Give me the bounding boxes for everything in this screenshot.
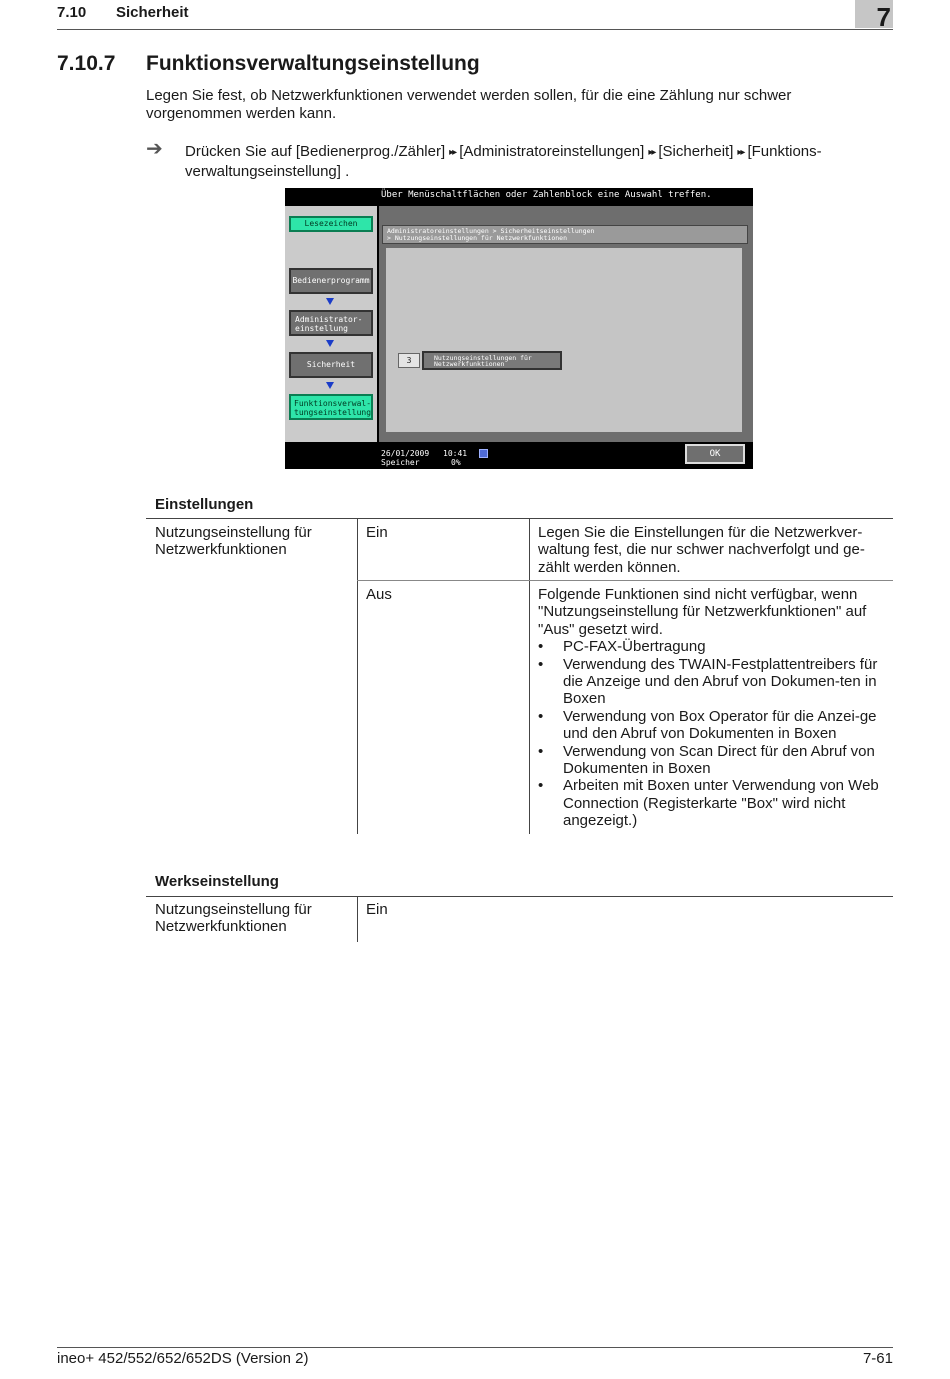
bookmark-button[interactable]: Lesezeichen	[289, 216, 373, 232]
table-top-rule	[146, 518, 893, 519]
down-arrow-icon	[326, 340, 334, 347]
status-memory-label: Speicher	[381, 458, 420, 467]
list-item: • Verwendung von Box Operator für die Anzei-ge und den Abruf von Dokumenten in Boxen	[538, 708, 883, 743]
header-section-title: Sicherheit	[116, 4, 189, 21]
step-instruction	[185, 143, 890, 181]
status-date: 26/01/2009	[381, 449, 430, 458]
list-item: • Arbeiten mit Boxen unter Verwendung von Web Connection (Registerkarte "Box" wird nicht angezeigt.)	[538, 777, 883, 829]
list-item: • PC-FAX-Übertragung	[538, 638, 883, 655]
option-ein-description: Legen Sie die Einstellungen für die Netzwerkver-waltung fest, die nur schwer nachverfolgt und ge-zählt werden können.	[538, 524, 865, 576]
breadcrumb-line-1: Administratoreinstellungen > Sicherheitseinstellungen	[387, 227, 595, 235]
panel-content	[386, 248, 742, 432]
intro-paragraph: Legen Sie fest, ob Netzwerkfunktionen verwendet werden sollen, für die eine Zählung nur schwer vorgenommen werden kann.	[146, 87, 792, 122]
factory-value: Ein	[366, 901, 388, 918]
page-title: Funktionsverwaltungseinstellung	[146, 52, 480, 75]
network-function-usage-button[interactable]: Nutzungseinstellungen für Netzwerkfunktionen	[422, 351, 562, 370]
step-part-1: Drücken Sie auf [Bedienerprog./Zähler]	[185, 143, 446, 160]
nav-operator-program[interactable]: Bedienerprogramm	[289, 268, 373, 294]
step-part-3: [Sicherheit]	[658, 143, 734, 160]
option-aus-text: Folgende Funktionen sind nicht verfügbar, wenn "Nutzungseinstellung für Netzwerkfunktionen" auf "Aus" gesetzt wird.	[538, 586, 867, 638]
double-arrow-icon: ▸▸	[737, 147, 744, 158]
option-ein-value: Ein	[366, 524, 388, 541]
section-number: 7.10.7	[57, 52, 116, 75]
list-item: • Verwendung des TWAIN-Festplattentreibers für die Anzeige und den Abruf von Dokumen-ten in Boxen	[538, 656, 883, 708]
control-panel-screenshot	[285, 188, 753, 469]
column-divider	[357, 519, 358, 834]
footer-product: ineo+ 452/552/652/652DS (Version 2)	[57, 1350, 309, 1367]
list-item: • Verwendung von Scan Direct für den Abruf von Dokumenten in Boxen	[538, 743, 883, 778]
breadcrumb-line-2: > Nutzungseinstellungen für Netzwerkfunktionen	[387, 234, 568, 242]
double-arrow-icon: ▸▸	[449, 147, 456, 158]
column-divider	[529, 519, 530, 834]
settings-heading: Einstellungen	[155, 496, 254, 513]
step-arrow-icon: ➔	[146, 138, 163, 160]
option-aus-value: Aus	[366, 586, 392, 603]
column-divider	[357, 897, 358, 942]
page-header	[57, 0, 893, 30]
down-arrow-icon	[326, 382, 334, 389]
nav-admin-settings[interactable]: Administrator-einstellung	[289, 310, 373, 336]
factory-heading: Werkseinstellung	[155, 873, 279, 890]
chapter-tab: 7	[855, 0, 893, 28]
step-part-4: [Funktions-verwaltungseinstellung] .	[185, 143, 822, 180]
settings-item-label: Nutzungseinstellung für Netzwerkfunktionen	[155, 524, 312, 559]
status-memory-value: 0%	[451, 458, 461, 467]
down-arrow-icon	[326, 298, 334, 305]
option-aus-description	[538, 586, 883, 830]
network-status-icon	[479, 449, 488, 458]
panel-main-area	[379, 206, 753, 442]
status-time: 10:41	[443, 449, 468, 458]
footer-rule	[57, 1347, 893, 1348]
option-number-badge: 3	[398, 353, 420, 368]
table-top-rule	[146, 896, 893, 897]
panel-sidebar	[285, 206, 377, 442]
ok-button[interactable]: OK	[685, 444, 745, 464]
double-arrow-icon: ▸▸	[648, 147, 655, 158]
factory-item-label: Nutzungseinstellung für Netzwerkfunktionen	[155, 901, 312, 936]
page-number: 7-61	[862, 1350, 893, 1367]
header-section-number: 7.10	[57, 4, 87, 21]
panel-breadcrumb	[382, 225, 748, 244]
nav-security[interactable]: Sicherheit	[289, 352, 373, 378]
row-divider	[357, 580, 893, 581]
step-part-2: [Administratoreinstellungen]	[459, 143, 645, 160]
nav-function-management[interactable]: Funktionsverwal-tungseinstellung	[289, 394, 373, 420]
panel-top-message: Über Menüschaltflächen oder Zahlenblock eine Auswahl treffen.	[381, 190, 712, 200]
